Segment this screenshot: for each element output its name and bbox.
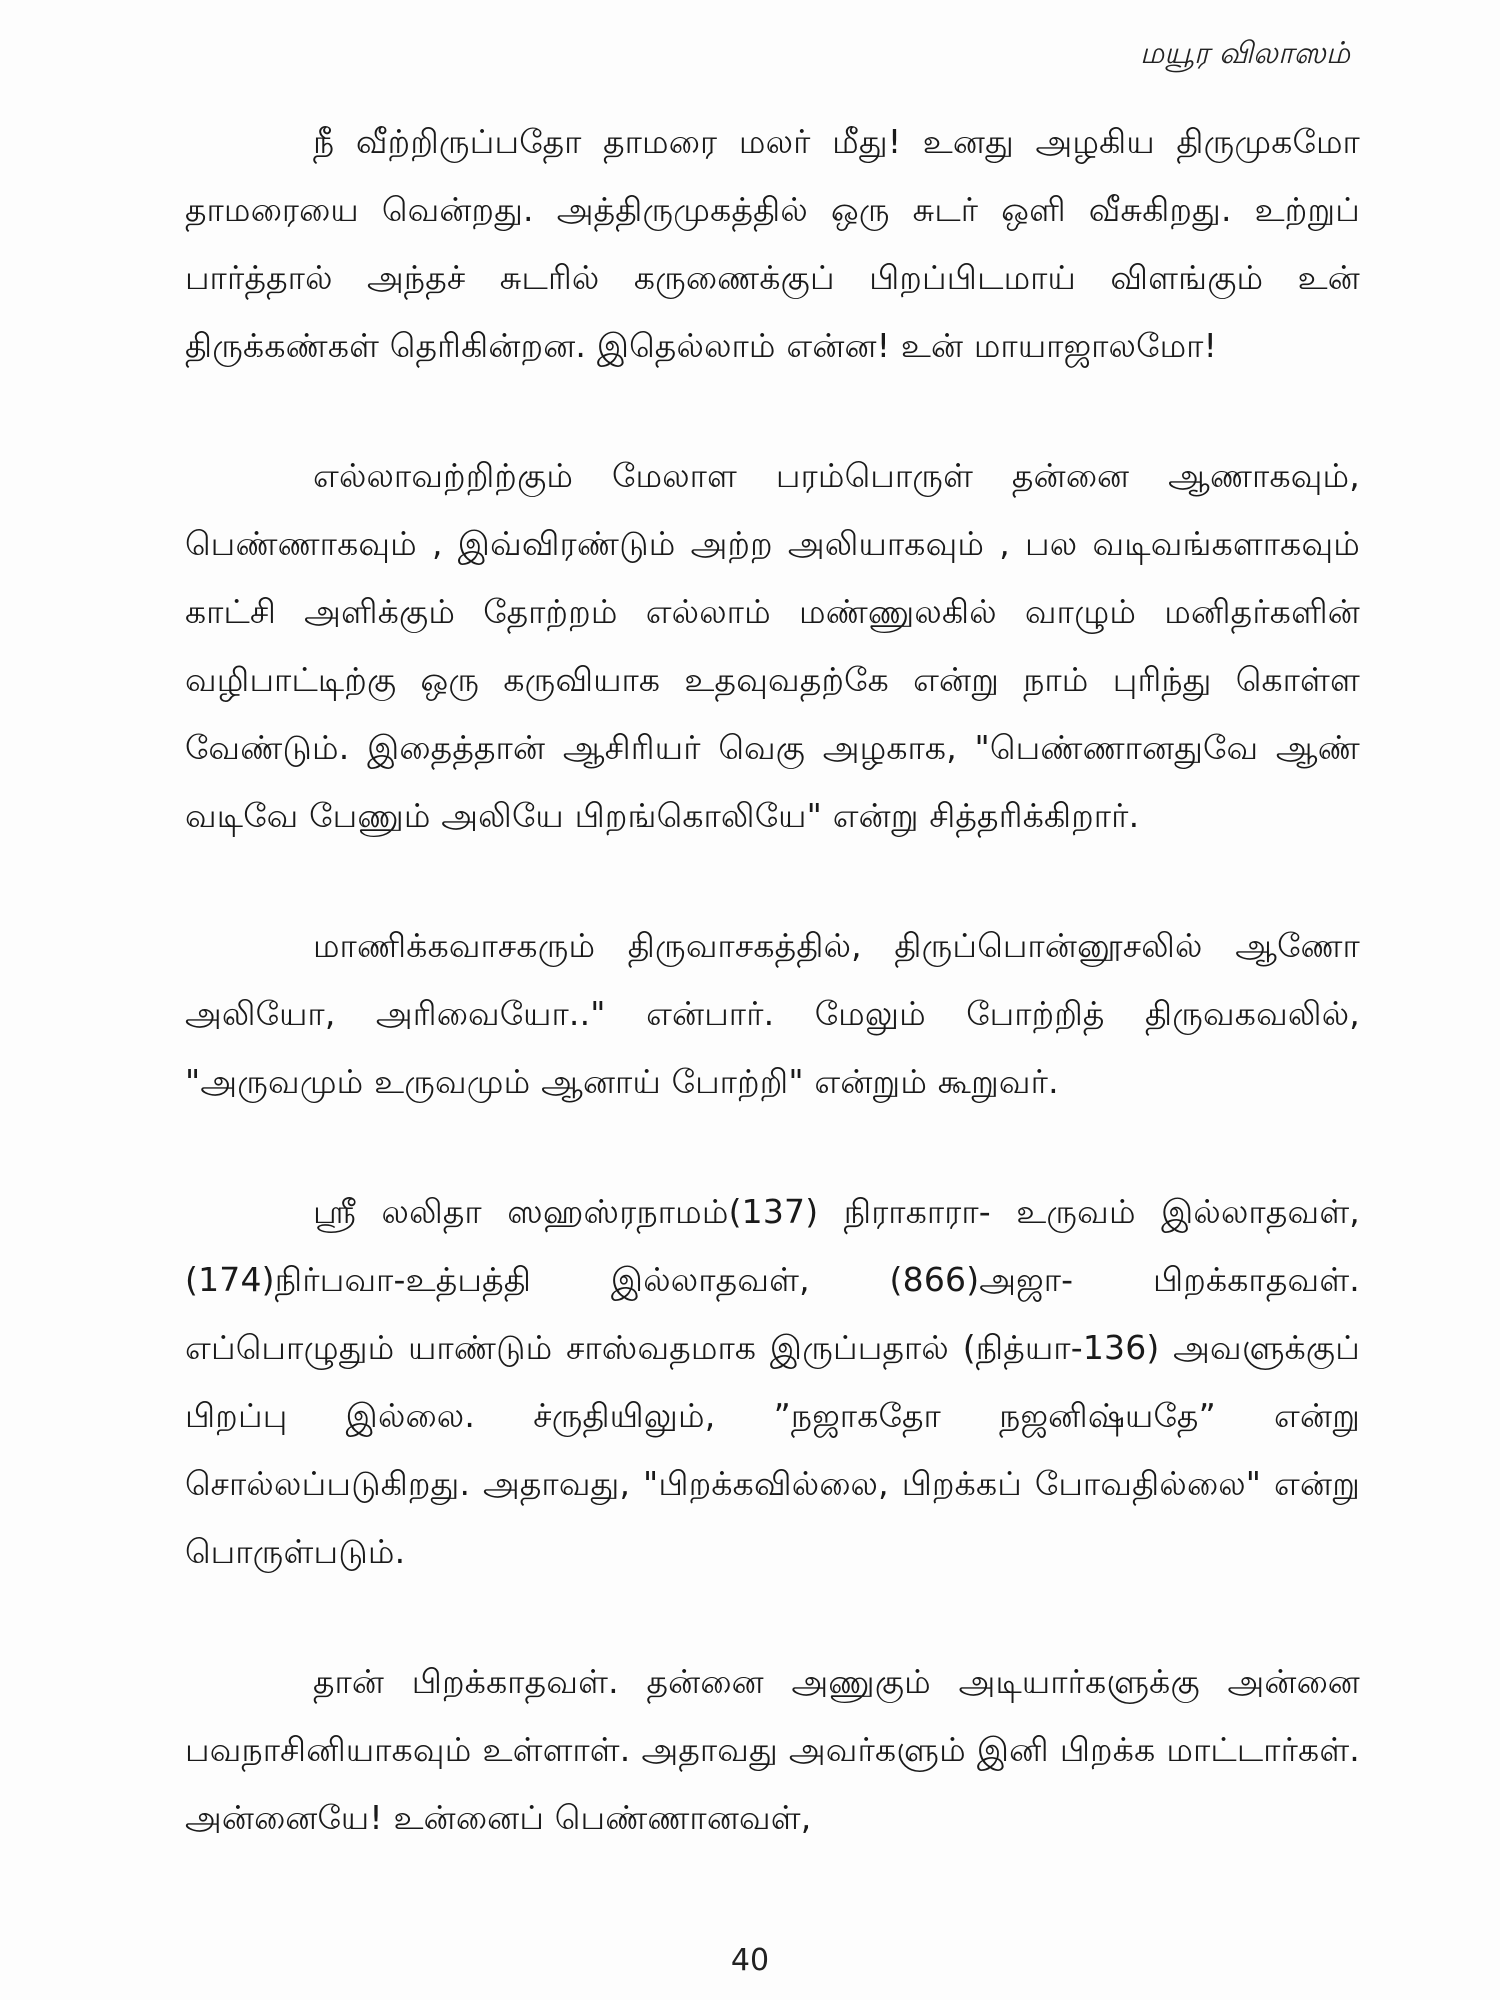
paragraph-4: ஸ்ரீ லலிதா ஸஹஸ்ரநாமம்(137) நிராகாரா- உருவம் இல்லாதவள், (174)நிர்பவா-உத்பத்தி இல்லாதவள், (866)அஜா- பிறக்காதவள். எப்பொழுதும் யாண்டும் சாஸ்வதமாக இருப்பதால் (நித்யா-136) அவளுக்குப் பிறப்பு இல்லை. ச்ருதியிலும், ”நஜாகதோ நஜனிஷ்யதே” என்று சொல்லப்படுகிறது. அதாவது, "பிறக்கவில்லை, பிறக்கப் போவதில்லை" என்று பொருள்படும். [185, 1192, 1360, 1571]
paragraph-3: மாணிக்கவாசகரும் திருவாசகத்தில், திருப்பொன்னூசலில் ஆணோ அலியோ, அரிவையோ.." என்பார். மேலும் போற்றித் திருவகவலில், "அருவமும் உருவமும் ஆனாய் போற்றி" என்றும் கூறுவர். [185, 926, 1360, 1101]
paragraph-1: நீ வீற்றிருப்பதோ தாமரை மலர் மீது! உனது அழகிய திருமுகமோ தாமரையை வென்றது. அத்திருமுகத்தில் ஒரு சுடர் ஒளி வீசுகிறது. உற்றுப் பார்த்தால் அந்தச் சுடரில் கருணைக்குப் பிறப்பிடமாய் விளங்கும் உன் திருக்கண்கள் தெரிகின்றன. இதெல்லாம் என்ன! உன் மாயாஜாலமோ! [185, 122, 1360, 365]
page-number: 40 [730, 1943, 770, 1978]
page-body [185, 108, 1360, 1914]
paragraph-5: தான் பிறக்காதவள். தன்னை அணுகும் அடியார்களுக்கு அன்னை பவநாசினியாகவும் உள்ளாள். அதாவது அவர்களும் இனி பிறக்க மாட்டார்கள். அன்னையே! உன்னைப் பெண்ணானவள், [185, 1662, 1360, 1837]
running-header-title: மயூர விலாஸம் [1140, 36, 1350, 71]
paragraph-2: எல்லாவற்றிற்கும் மேலாள பரம்பொருள் தன்னை ஆணாகவும், பெண்ணாகவும் , இவ்விரண்டும் அற்ற அலியாகவும் , பல வடிவங்களாகவும் காட்சி அளிக்கும் தோற்றம் எல்லாம் மண்ணுலகில் வாழும் மனிதர்களின் வழிபாட்டிற்கு ஒரு கருவியாக உதவுவதற்கே என்று நாம் புரிந்து கொள்ள வேண்டும். இதைத்தான் ஆசிரியர் வெகு அழகாக, "பெண்ணானதுவே ஆண் வடிவே பேணும் அலியே பிறங்கொலியே" என்று சித்தரிக்கிறார். [185, 456, 1360, 835]
